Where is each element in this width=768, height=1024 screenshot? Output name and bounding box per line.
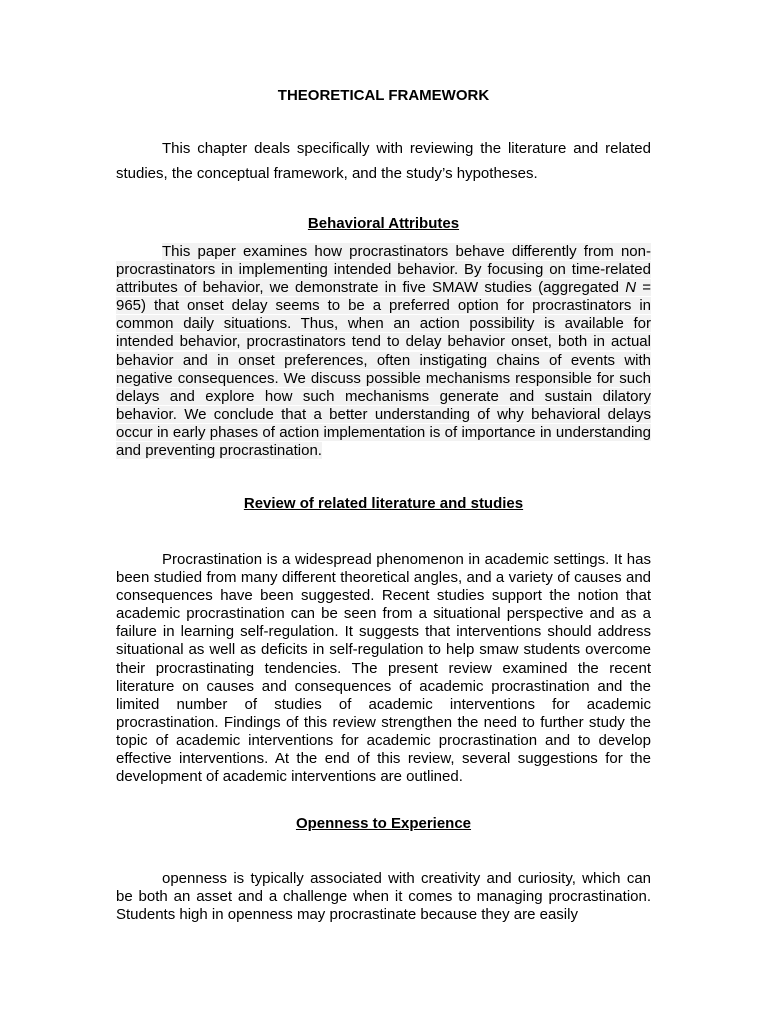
paragraph-text-part: = 965) that onset delay seems to be a preferred option for procrastinators in common daily situations. Thus, when an action possibility is available for intended behavior, procrastinators tend to delay behavior onset, both in actual behavior and in onset preferences, often instigating chains of events with negative consequences. We discuss possible mechanisms responsible for such delays and explore how such mechanisms generate and sustain dilatory behavior. We conclude that a better understanding of why behavioral delays occur in early phases of action implementation is of importance in understanding and preventing procrastination. bbox=[116, 279, 651, 460]
section-heading-text: Review of related literature and studies bbox=[243, 495, 524, 512]
document-title: THEORETICAL FRAMEWORK bbox=[277, 87, 490, 104]
sample-size-symbol: N bbox=[625, 279, 637, 297]
behavioral-attributes-paragraph bbox=[116, 243, 651, 460]
section-heading-review bbox=[116, 495, 651, 513]
section-heading-openness bbox=[116, 815, 651, 833]
review-paragraph: Procrastination is a widespread phenomenon in academic settings. It has been studied from many different theoretical angles, and a variety of causes and consequences have been suggested. Recent studies support the notion that academic procrastination can be seen from a situational perspective and as a failure in learning self-regulation. It suggests that interventions should address situational as well as deficits in self-regulation to help smaw students overcome their procrastinating tendencies. The present review examined the recent literature on causes and consequences of academic procrastination and the limited number of studies of academic interventions for academic procrastination. Findings of this review strengthen the need to further study the topic of academic interventions for academic procrastination and to develop effective interventions. At the end of this review, several suggestions for the development of academic interventions are outlined. bbox=[116, 551, 651, 786]
section-heading-text: Behavioral Attributes bbox=[307, 215, 460, 232]
paragraph-text-part: This paper examines how procrastinators behave differently from non-procrastinators in implementing intended behavior. By focusing on time-related attributes of behavior, we demonstrate in five SMAW studies (aggregated bbox=[116, 243, 651, 297]
section-heading-behavioral-attributes bbox=[116, 215, 651, 233]
openness-paragraph: openness is typically associated with creativity and curiosity, which can be both an asset and a challenge when it comes to managing procrastination. Students high in openness may procrastinate because they are easily bbox=[116, 870, 651, 924]
section-heading-text: Openness to Experience bbox=[295, 815, 472, 832]
highlighted-text bbox=[116, 243, 651, 459]
intro-paragraph: This chapter deals specifically with reviewing the literature and related studies, the conceptual framework, and the study’s hypotheses. bbox=[116, 140, 651, 182]
